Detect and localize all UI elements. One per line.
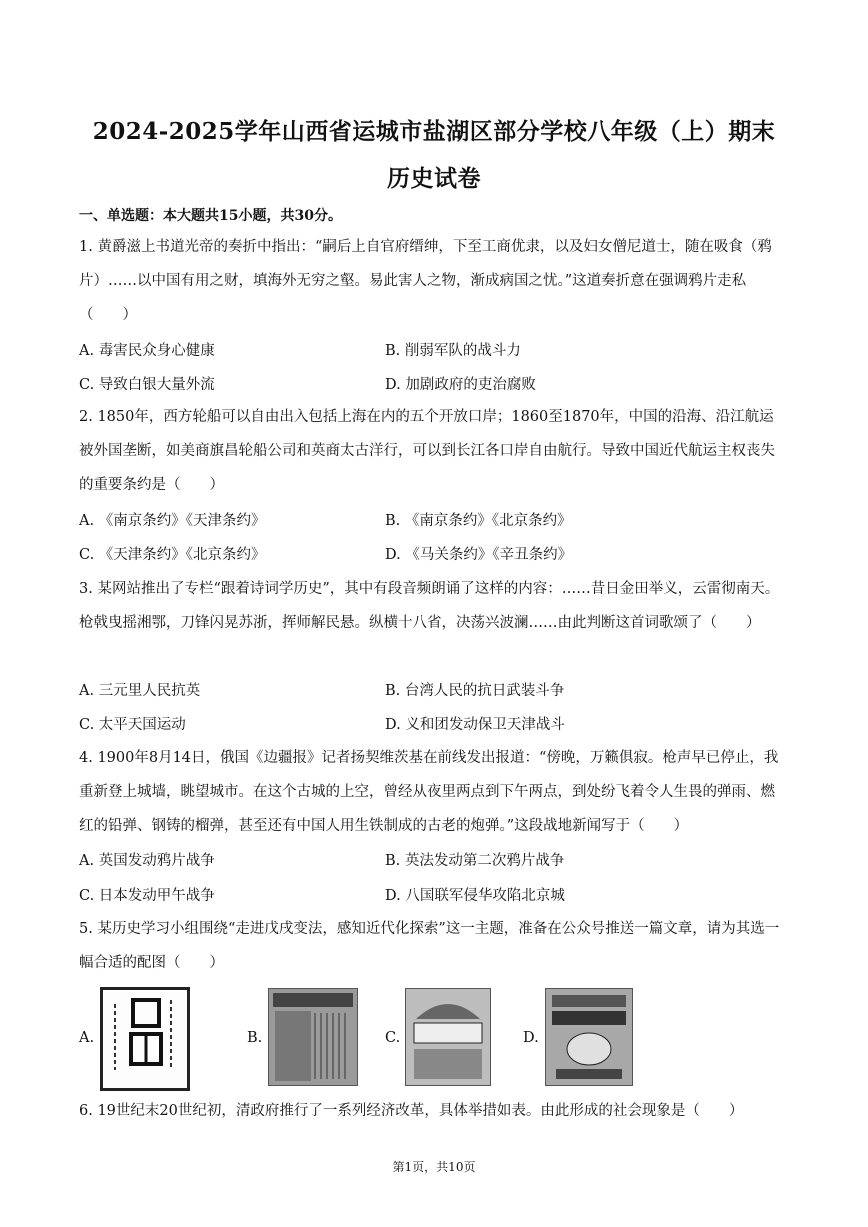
q3-option-c: C. 太平天国运动 <box>79 717 186 733</box>
question-4-stem: 4. 1900年8月14日，俄国《边疆报》记者扬契维茨基在前线发出报道：“傍晚，万籁俱寂。枪声早已停止，我重新登上城墙，眺望城市。在这个古城的上空，曾经从夜里两点到下午两点，到处纷飞着令人生畏的弹雨、燃红的铅弹、钢铸的榴弹，甚至还有中国人用生铁制成的古老的炮弹。”这段战地新闻写于（ ） <box>79 750 779 834</box>
q2-option-c: C. 《天津条约》《北京条约》 <box>79 547 266 563</box>
q5-option-b-label: B. <box>247 1030 263 1046</box>
q3-option-d: D. 义和团发动保卫天津战斗 <box>385 717 565 733</box>
q4-option-b: B. 英法发动第二次鸦片战争 <box>385 853 565 869</box>
q5-option-a-label: A. <box>79 1030 95 1046</box>
q1-option-b: B. 削弱军队的战斗力 <box>385 343 521 359</box>
question-5-stem: 5. 某历史学习小组围绕“走进戊戌变法，感知近代化探索”这一主题，准备在公众号推送一篇文章，请为其选一幅合适的配图（ ） <box>79 921 780 971</box>
q1-option-d: D. 加剧政府的吏治腐败 <box>385 377 536 393</box>
exam-title-line1: 2024-2025学年山西省运城市盐湖区部分学校八年级（上）期末 <box>92 118 776 145</box>
q2-option-a: A. 《南京条约》《天津条约》 <box>79 513 266 529</box>
q3-option-b: B. 台湾人民的抗日武装斗争 <box>385 683 565 699</box>
q5-option-d-label: D. <box>523 1030 539 1046</box>
q4-option-d: D. 八国联军侵华攻陷北京城 <box>385 888 565 904</box>
question-1-stem: 1. 黄爵滋上书道光帝的奏折中指出：“嗣后上自官府缙绅，下至工商优隶，以及妇女僧尼道士，随在吸食（鸦片）……以中国有用之财，填海外无穷之壑。易此害人之物，渐成病国之忧。”这道奏折意在强调鸦片走私（ ） <box>79 239 772 323</box>
section-heading: 一、单选题：本大题共15小题，共30分。 <box>79 208 342 224</box>
q5-image-b <box>268 988 358 1086</box>
q4-option-a: A. 英国发动鸦片战争 <box>79 853 215 869</box>
q1-option-a: A. 毒害民众身心健康 <box>79 343 215 359</box>
q2-option-d: D. 《马关条约》《辛丑条约》 <box>385 547 573 563</box>
exam-title-line2: 历史试卷 <box>387 165 481 192</box>
question-2-stem: 2. 1850年，西方轮船可以自由出入包括上海在内的五个开放口岸；1860至1870年，中国的沿海、沿江航运被外国垄断，如美商旗昌轮船公司和英商太古洋行，可以到长江各口岸自由航行。导致中国近代航运主权丧失的重要条约是（ ） <box>79 409 775 493</box>
q1-option-c: C. 导致白银大量外流 <box>79 377 215 393</box>
q5-image-d <box>545 988 633 1086</box>
q2-option-b: B. 《南京条约》《北京条约》 <box>385 513 572 529</box>
q5-option-c-label: C. <box>385 1030 401 1046</box>
q4-option-c: C. 日本发动甲午战争 <box>79 888 215 904</box>
q3-option-a: A. 三元里人民抗英 <box>79 683 201 699</box>
question-3-stem: 3. 某网站推出了专栏“跟着诗词学历史”，其中有段音频朗诵了这样的内容：……昔日金田举义，云雷彻南天。枪戟曳摇湘鄂，刀锋闪晃苏浙，挥师解民悬。纵横十八省，决荡兴波澜……由此判断这首词歌颂了（ ） <box>79 581 780 631</box>
page-footer: 第1页，共10页 <box>392 1160 476 1174</box>
question-6-stem: 6. 19世纪末20世纪初，清政府推行了一系列经济改革，具体举措如表。由此形成的社会现象是（ ） <box>79 1103 744 1119</box>
q5-image-a <box>100 987 190 1091</box>
q5-image-c <box>405 988 491 1086</box>
